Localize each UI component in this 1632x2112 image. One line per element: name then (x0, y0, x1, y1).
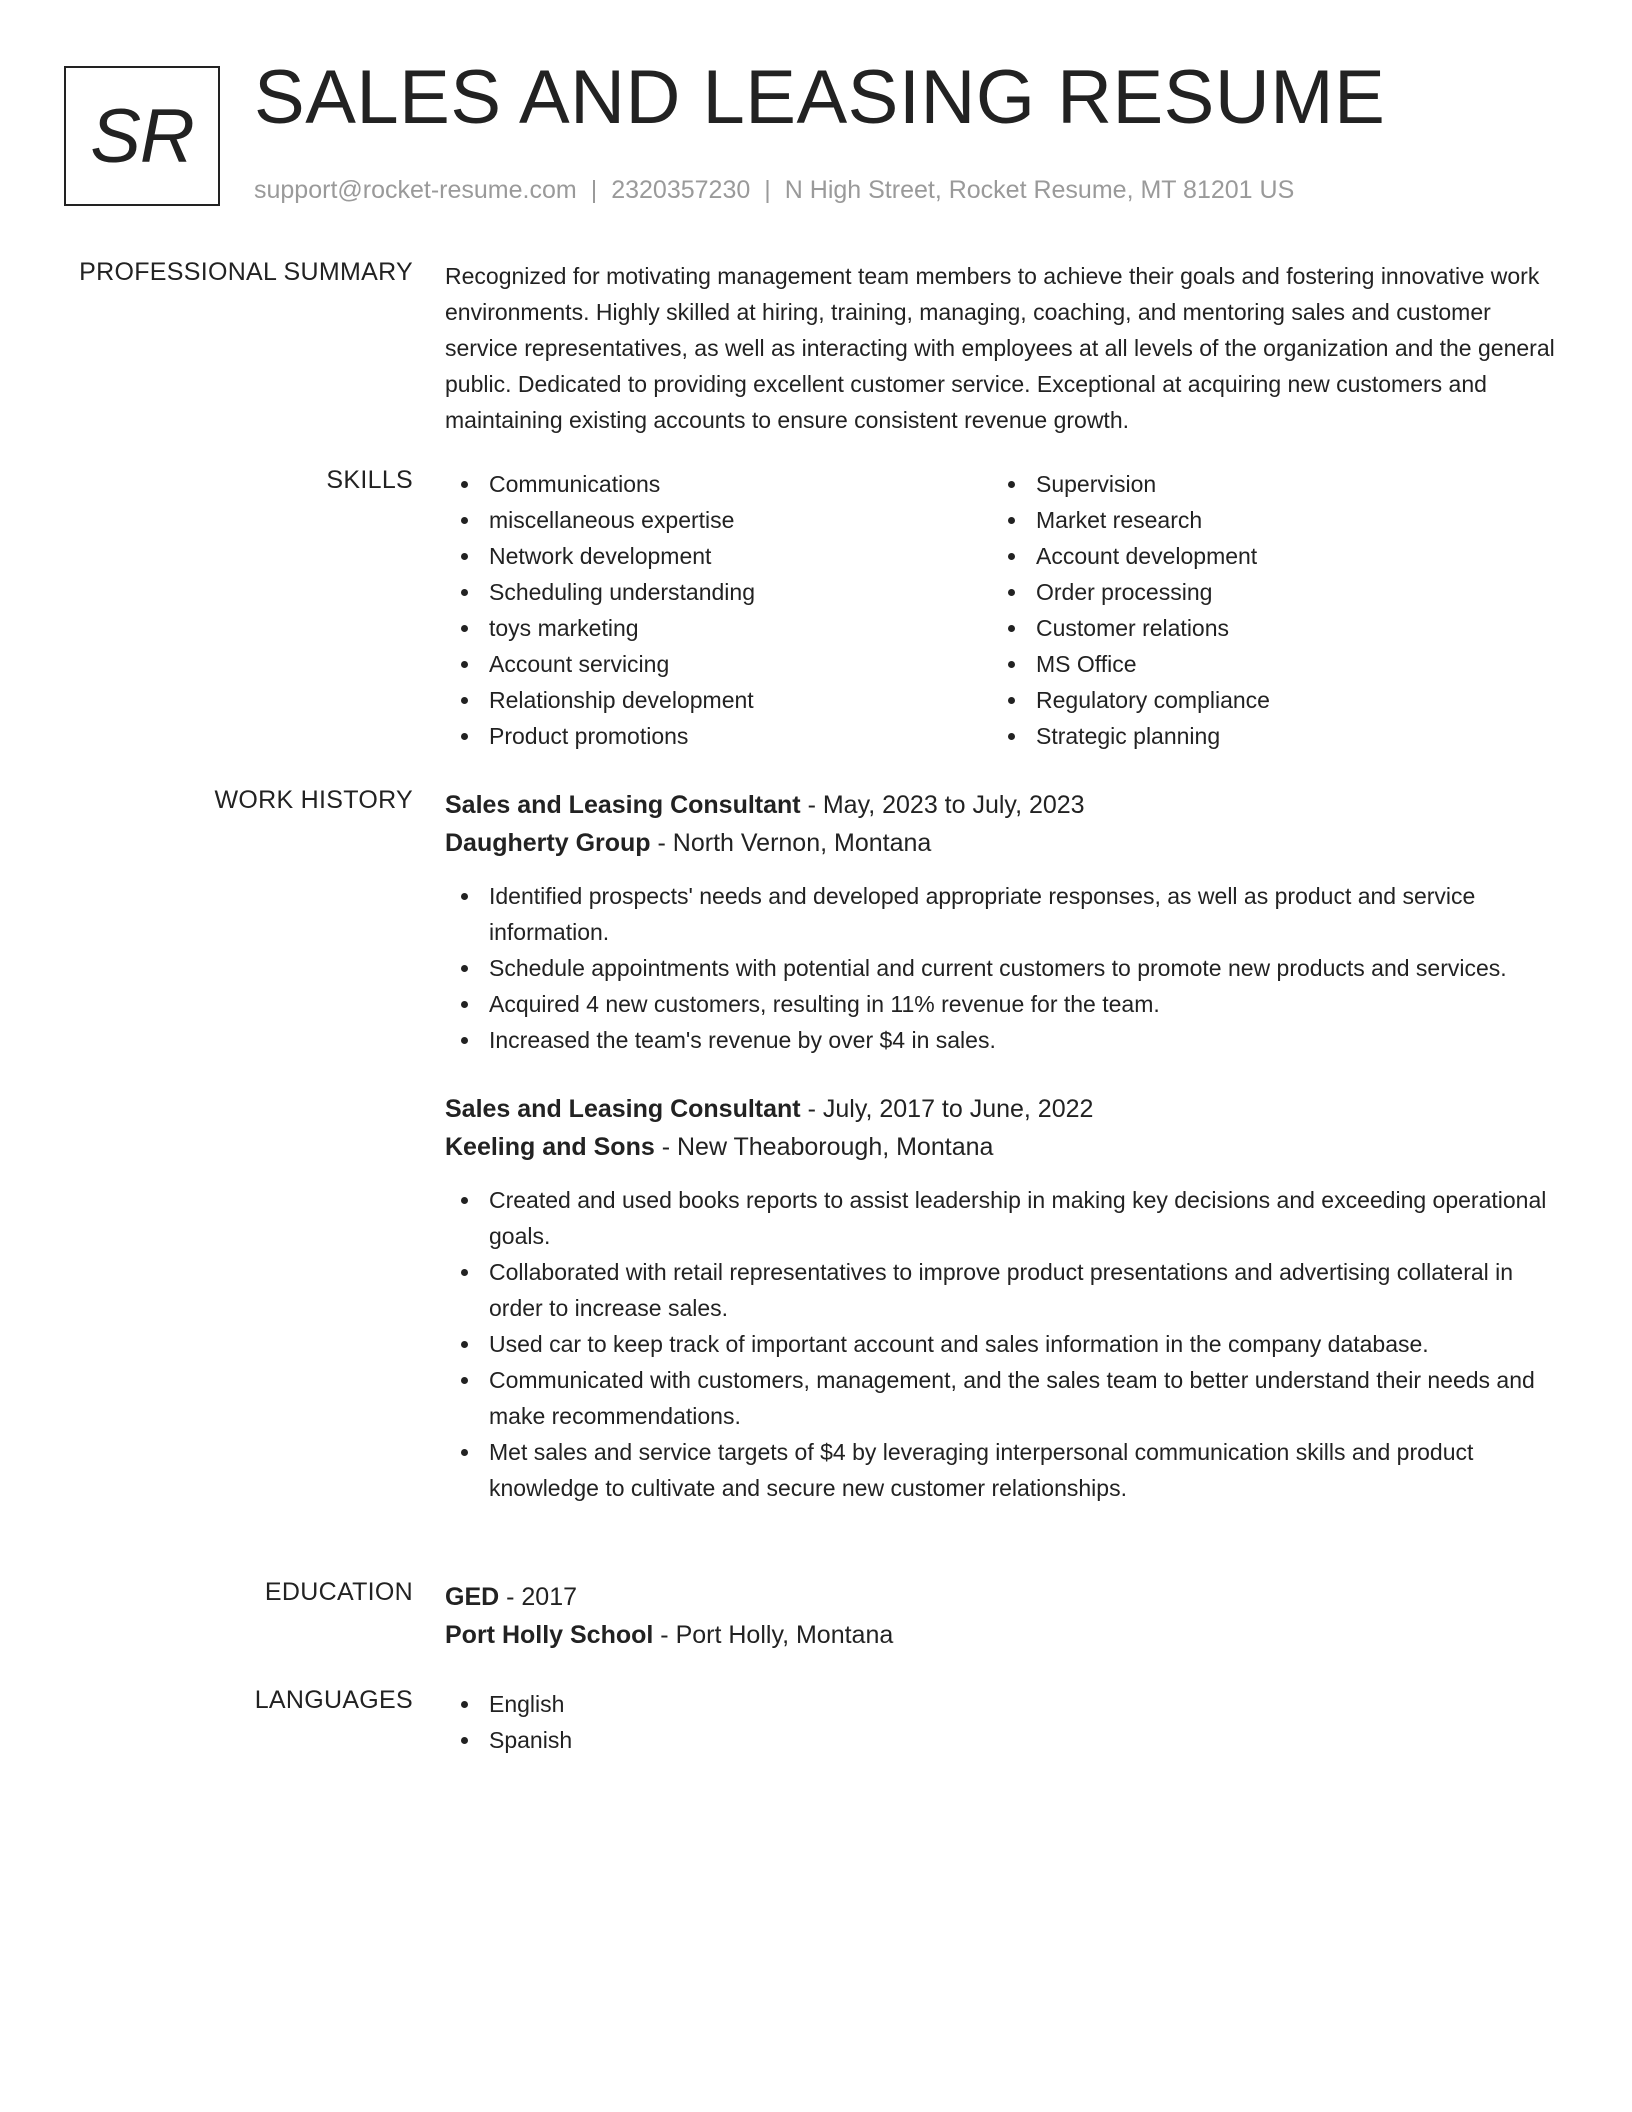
education-degree: GED (445, 1583, 500, 1611)
contact-line (254, 176, 1294, 205)
job-title-line (445, 1090, 1560, 1128)
job-location: - New Theaborough, Montana (654, 1133, 994, 1161)
contact-separator: | (764, 176, 771, 204)
monogram-box (64, 66, 220, 206)
section-title: SKILLS (326, 466, 413, 494)
section-title: EDUCATION (264, 1578, 413, 1606)
job-company: Keeling and Sons (445, 1133, 655, 1161)
skill-item: Account development (992, 538, 1539, 574)
job-location: - North Vernon, Montana (650, 829, 932, 857)
skill-item: Regulatory compliance (992, 682, 1539, 718)
job-bullet: Communicated with customers, management, and the sales team to better understand their needs and make recommendations. (445, 1362, 1560, 1434)
contact-phone[interactable]: 2320357230 (611, 176, 751, 204)
skill-item: Supervision (992, 466, 1539, 502)
section-title: PROFESSIONAL SUMMARY (79, 258, 413, 286)
job-bullet-list (445, 1182, 1560, 1506)
section-title: WORK HISTORY (214, 786, 413, 814)
job-role: Sales and Leasing Consultant (445, 791, 801, 819)
education-year: - 2017 (499, 1583, 578, 1611)
job-entry (445, 1090, 1560, 1506)
job-bullet: Collaborated with retail representatives to improve product presentations and advertising collateral in order to increase sales. (445, 1254, 1560, 1326)
skill-item: Communications (445, 466, 992, 502)
skill-item: Network development (445, 538, 992, 574)
job-bullet: Used car to keep track of important account and sales information in the company database. (445, 1326, 1560, 1362)
skill-item: Relationship development (445, 682, 992, 718)
skill-item: miscellaneous expertise (445, 502, 992, 538)
skill-item: Market research (992, 502, 1539, 538)
skill-item: Strategic planning (992, 718, 1539, 754)
skill-item: Order processing (992, 574, 1539, 610)
job-bullet: Increased the team's revenue by over $4 in sales. (445, 1022, 1560, 1058)
job-dates: - May, 2023 to July, 2023 (800, 791, 1085, 819)
section-title: LANGUAGES (254, 1686, 413, 1714)
skill-item: MS Office (992, 646, 1539, 682)
job-bullet: Identified prospects' needs and developed appropriate responses, as well as product and service information. (445, 878, 1560, 950)
skill-item: Account servicing (445, 646, 992, 682)
education-school: Port Holly School (445, 1621, 654, 1649)
job-company-line (445, 1128, 1560, 1166)
job-bullet: Schedule appointments with potential and current customers to promote new products and services. (445, 950, 1560, 986)
summary-text: Recognized for motivating management team members to achieve their goals and fostering innovative work environments. Highly skilled at hiring, training, managing, coaching, and mentoring sales and customer service representatives, as well as interacting with employees at all levels of the organization and the general public. Dedicated to providing excellent customer service. Exceptional at acquiring new customers and maintaining existing accounts to ensure consistent revenue growth. (445, 263, 1555, 433)
skill-item: Customer relations (992, 610, 1539, 646)
education-degree-line (445, 1578, 1560, 1616)
job-bullet: Met sales and service targets of $4 by leveraging interpersonal communication skills and product knowledge to cultivate and secure new customer relationships. (445, 1434, 1560, 1506)
skill-item: toys marketing (445, 610, 992, 646)
languages-list (445, 1686, 1560, 1758)
job-bullet: Created and used books reports to assist leadership in making key decisions and exceeding operational goals. (445, 1182, 1560, 1254)
contact-email[interactable]: support@rocket-resume.com (254, 176, 577, 204)
education-location: - Port Holly, Montana (653, 1621, 894, 1649)
job-bullet-list (445, 878, 1560, 1058)
job-company: Daugherty Group (445, 829, 651, 857)
job-company-line (445, 824, 1560, 862)
monogram-initials: SR (90, 93, 194, 179)
contact-address: N High Street, Rocket Resume, MT 81201 US (784, 176, 1295, 204)
job-role: Sales and Leasing Consultant (445, 1095, 801, 1123)
skill-item: Scheduling understanding (445, 574, 992, 610)
job-title-line (445, 786, 1560, 824)
job-dates: - July, 2017 to June, 2022 (800, 1095, 1094, 1123)
resume-title: SALES AND LEASING RESUME (254, 55, 1386, 140)
job-entry (445, 786, 1560, 1058)
education-school-line (445, 1616, 1560, 1654)
skill-item: Product promotions (445, 718, 992, 754)
language-item: Spanish (445, 1722, 1560, 1758)
language-item: English (445, 1686, 1560, 1722)
job-bullet: Acquired 4 new customers, resulting in 11% revenue for the team. (445, 986, 1560, 1022)
skills-list-right (992, 466, 1539, 754)
skills-list-left (445, 466, 992, 754)
contact-separator: | (590, 176, 598, 204)
